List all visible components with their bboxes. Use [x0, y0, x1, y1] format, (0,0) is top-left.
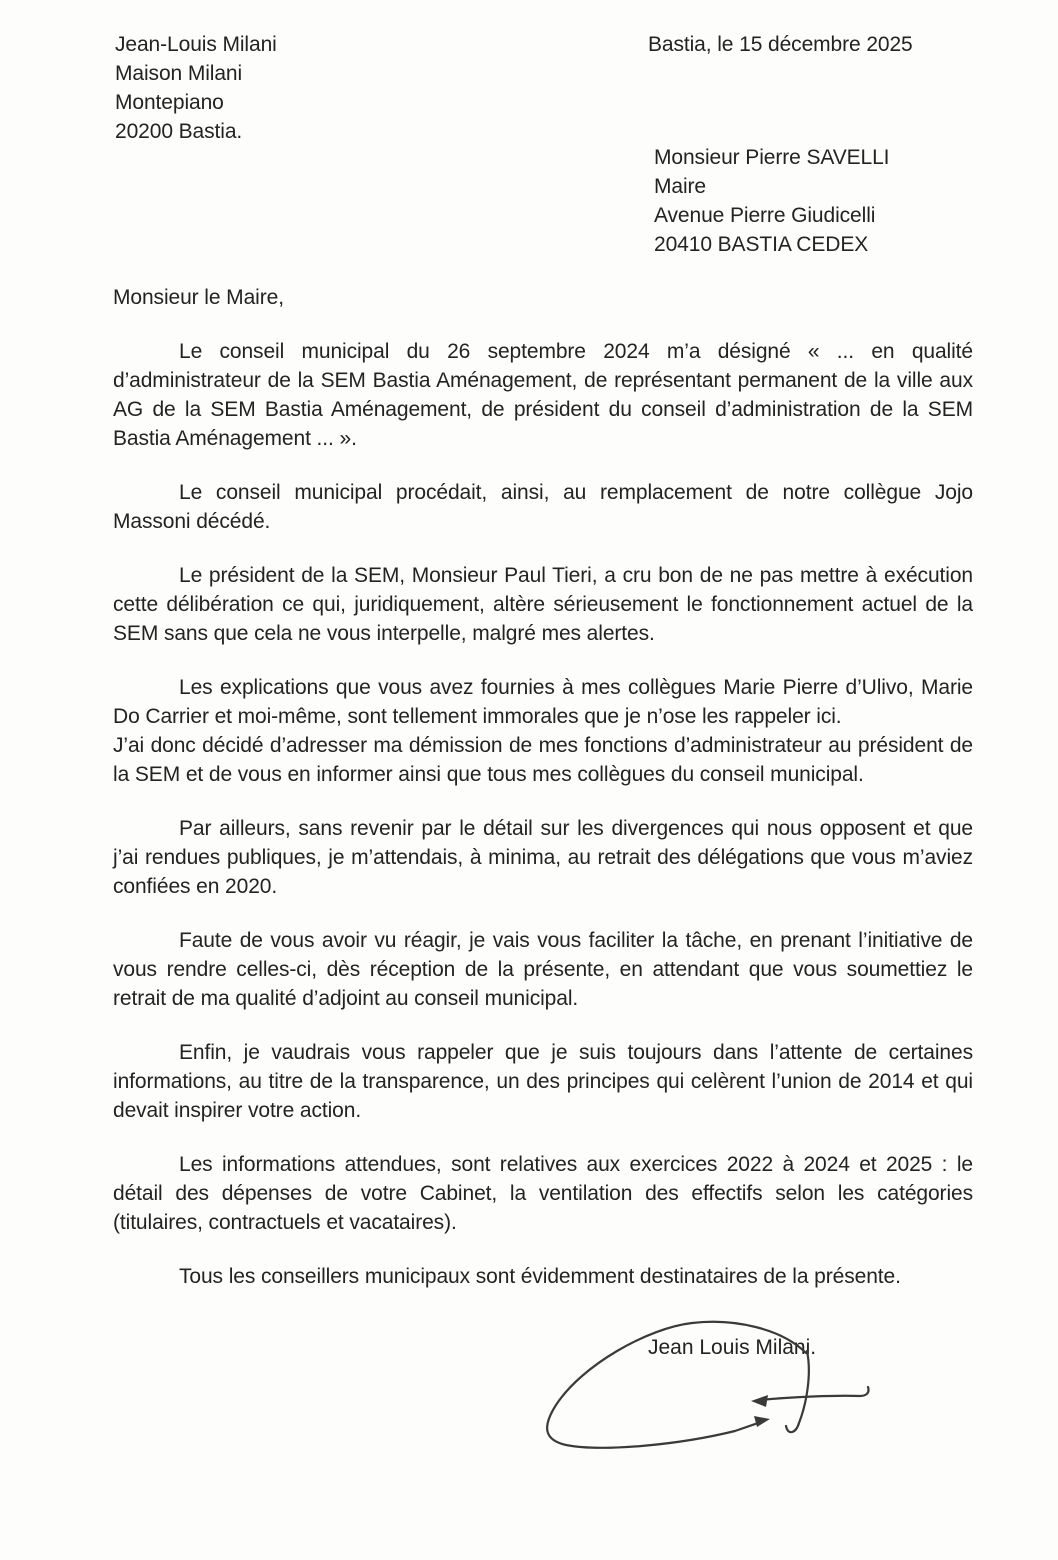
body-paragraph-7: Faute de vous avoir vu réagir, je vais vous faciliter la tâche, en prenant l’initiative de vous rendre celles-ci, dès réception de la présente, en attendant que vous soumettiez le retrait de ma qualité d’adjoint au conseil municipal.	[113, 929, 973, 1010]
body-paragraph-1: Le conseil municipal du 26 septembre 2024 m’a désigné « ... en qualité d’administrateur de la SEM Bastia Aménagement, de représentant permanent de la ville aux AG de la SEM Bastia Aménagement, de président du conseil d’administration de la SEM Bastia Aménagement ... ».	[113, 340, 973, 450]
sender-address	[115, 30, 277, 146]
body-paragraph-2: Le conseil municipal procédait, ainsi, au remplacement de notre collègue Jojo Massoni décédé.	[113, 481, 973, 533]
recipient-city: 20410 BASTIA CEDEX	[654, 233, 869, 256]
sender-house: Maison Milani	[115, 62, 243, 85]
signature-typed-name: Jean Louis Milani.	[648, 1336, 817, 1359]
salutation: Monsieur le Maire,	[113, 286, 284, 309]
body-paragraph-8: Enfin, je vaudrais vous rappeler que je suis toujours dans l’attente de certaines informations, au titre de la transparence, un des principes qui celèrent l’union de 2014 et qui devait inspirer votre action.	[113, 1041, 973, 1122]
recipient-name: Monsieur Pierre SAVELLI	[654, 146, 890, 169]
body-paragraph-9: Les informations attendues, sont relatives aux exercices 2022 à 2024 et 2025 : le détail des dépenses de votre Cabinet, la ventilation des effectifs selon les catégories (titulaires, contractuels et vacataires).	[113, 1153, 973, 1234]
recipient-address	[654, 143, 889, 259]
closing-line: Tous les conseillers municipaux sont évidemment destinataires de la présente.	[179, 1265, 901, 1288]
recipient-title: Maire	[654, 175, 707, 198]
date-line: Bastia, le 15 décembre 2025	[648, 33, 913, 56]
sender-city: 20200 Bastia.	[115, 120, 243, 143]
body-paragraph-6: Par ailleurs, sans revenir par le détail sur les divergences qui nous opposent et que j’ai rendues publiques, je m’attendais, à minima, au retrait des délégations que vous m’aviez confiées en 2020.	[113, 817, 973, 898]
letter-body	[113, 283, 973, 1316]
recipient-street: Avenue Pierre Giudicelli	[654, 204, 876, 227]
signature-block	[530, 1315, 900, 1475]
body-paragraph-4: Les explications que vous avez fournies à mes collègues Marie Pierre d’Ulivo, Marie Do Carrier et moi-même, sont tellement immorales que je n’ose les rappeler ici.	[113, 676, 973, 728]
body-paragraph-5: J’ai donc décidé d’adresser ma démission de mes fonctions d’administrateur au président de la SEM et de vous en informer ainsi que tous mes collègues du conseil municipal.	[113, 734, 973, 786]
sender-name: Jean-Louis Milani	[115, 33, 277, 56]
body-paragraph-3: Le président de la SEM, Monsieur Paul Tieri, a cru bon de ne pas mettre à exécution cette délibération ce qui, juridiquement, altère sérieusement le fonctionnement actuel de la SEM sans que cela ne vous interpelle, malgré mes alertes.	[113, 564, 973, 645]
sender-locality: Montepiano	[115, 91, 224, 114]
